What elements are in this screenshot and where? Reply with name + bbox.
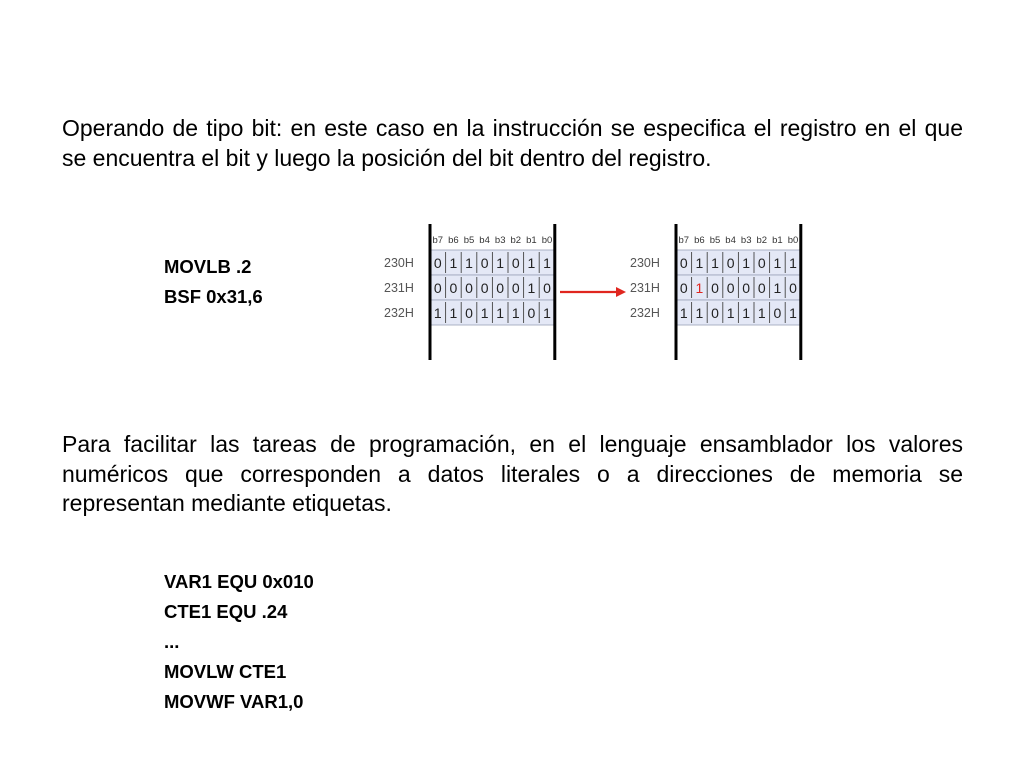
register-after-bit-value: 0	[711, 305, 719, 321]
register-before-bit-value: 0	[449, 280, 458, 296]
register-before-bit-value: 1	[511, 305, 520, 321]
register-after-bit-value: 1	[726, 305, 735, 321]
register-bit-diagram	[380, 222, 805, 362]
register-before-bit-header: b4	[479, 235, 490, 246]
register-before-bit-value: 0	[465, 305, 473, 321]
register-before-bit-header: b2	[510, 235, 522, 246]
register-before-bit-value: 1	[543, 255, 551, 271]
labels-paragraph: Para facilitar las tareas de programación, en el lenguaje ensamblador los valores numéricos que corresponden a datos literales o a direcciones de memoria se representan mediante etiquetas.	[62, 431, 963, 516]
register-before-bit-value: 1	[449, 305, 458, 321]
register-before-bit-value: 0	[480, 280, 489, 296]
register-before-bit-value: 0	[511, 255, 520, 271]
register-after-address-label: 230H	[630, 256, 660, 270]
register-after-bit-header: b5	[709, 235, 721, 246]
code-line: BSF 0x31,6	[164, 286, 263, 307]
register-before-bit-header: b7	[432, 235, 444, 246]
register-after-bit-header: b0	[787, 235, 799, 246]
register-before-bit-value: 0	[511, 280, 520, 296]
register-before-bit-value: 0	[543, 280, 551, 296]
register-after-bit-value: 0	[757, 255, 766, 271]
register-before-address-label: 232H	[384, 306, 414, 320]
register-after-address-label: 232H	[630, 306, 660, 320]
register-after-bit-value: 0	[726, 280, 735, 296]
register-after-bit-value: 0	[773, 305, 782, 321]
code-line: MOVWF VAR1,0	[164, 691, 304, 712]
register-before-bit-header: b0	[541, 235, 553, 246]
register-after-bit-value: 1	[789, 305, 797, 321]
register-after-bit-header: b4	[725, 235, 736, 246]
register-after-changed-bit: 1	[695, 280, 704, 296]
code-block-bit-example	[164, 252, 263, 312]
register-before-bit-header: b3	[494, 235, 506, 246]
code-line: CTE1 EQU .24	[164, 601, 288, 622]
code-line: ...	[164, 631, 180, 652]
register-before-bit-value: 1	[433, 305, 442, 321]
bit-operand-paragraph: Operando de tipo bit: en este caso en la instrucción se especifica el registro en el que se encuentra el bit y luego la posición del bit dentro del registro.	[62, 115, 963, 171]
register-before-bit-value: 1	[496, 255, 505, 271]
code-line: MOVLB .2	[164, 256, 252, 277]
register-after-bit-header: b2	[756, 235, 768, 246]
register-after-bit-value: 1	[757, 305, 766, 321]
register-before-address-label: 230H	[384, 256, 414, 270]
register-after-bit-value: 1	[789, 255, 797, 271]
register-before-bit-value: 1	[480, 305, 489, 321]
register-after-bit-header: b3	[740, 235, 752, 246]
register-after-bit-value: 1	[679, 305, 688, 321]
register-after-bit-header: b1	[772, 235, 783, 246]
register-before-bit-value: 1	[496, 305, 505, 321]
register-before-bit-value: 1	[543, 305, 551, 321]
register-after-bit-value: 1	[742, 255, 751, 271]
code-line: VAR1 EQU 0x010	[164, 571, 314, 592]
register-before-bit-header: b6	[448, 235, 459, 246]
register-after-bit-value: 1	[773, 280, 782, 296]
register-after-bit-header: b7	[678, 235, 690, 246]
register-after-bit-header: b6	[694, 235, 705, 246]
register-after-bit-value: 1	[695, 255, 704, 271]
register-after-bit-value: 1	[742, 305, 751, 321]
register-after-bit-value: 0	[726, 255, 735, 271]
register-after-bit-value: 0	[757, 280, 766, 296]
register-before-bit-value: 1	[449, 255, 458, 271]
register-before-bit-header: b1	[526, 235, 537, 246]
register-after-bit-value: 0	[679, 280, 688, 296]
register-after-bit-value: 1	[711, 255, 719, 271]
register-bit-diagram-svg	[380, 222, 805, 362]
register-after-address-label: 231H	[630, 281, 660, 295]
register-before-bit-value: 1	[527, 255, 536, 271]
register-before-bit-value: 0	[480, 255, 489, 271]
code-block-labels-example	[164, 567, 314, 717]
register-before-address-label: 231H	[384, 281, 414, 295]
register-before-bit-value: 0	[465, 280, 473, 296]
register-after-bit-value: 1	[773, 255, 782, 271]
code-line: MOVLW CTE1	[164, 661, 287, 682]
register-before-bit-value: 1	[465, 255, 473, 271]
arrow-head	[616, 287, 626, 297]
register-after-bit-value: 0	[711, 280, 719, 296]
register-before-bit-value: 0	[433, 280, 442, 296]
register-before-bit-header: b5	[463, 235, 475, 246]
register-after-bit-value: 1	[695, 305, 704, 321]
register-before-bit-value: 0	[433, 255, 442, 271]
register-after-bit-value: 0	[742, 280, 751, 296]
register-after-bit-value: 0	[679, 255, 688, 271]
register-before-bit-value: 0	[496, 280, 505, 296]
register-after-bit-value: 0	[789, 280, 797, 296]
register-before-bit-value: 0	[527, 305, 536, 321]
register-before-bit-value: 1	[527, 280, 536, 296]
